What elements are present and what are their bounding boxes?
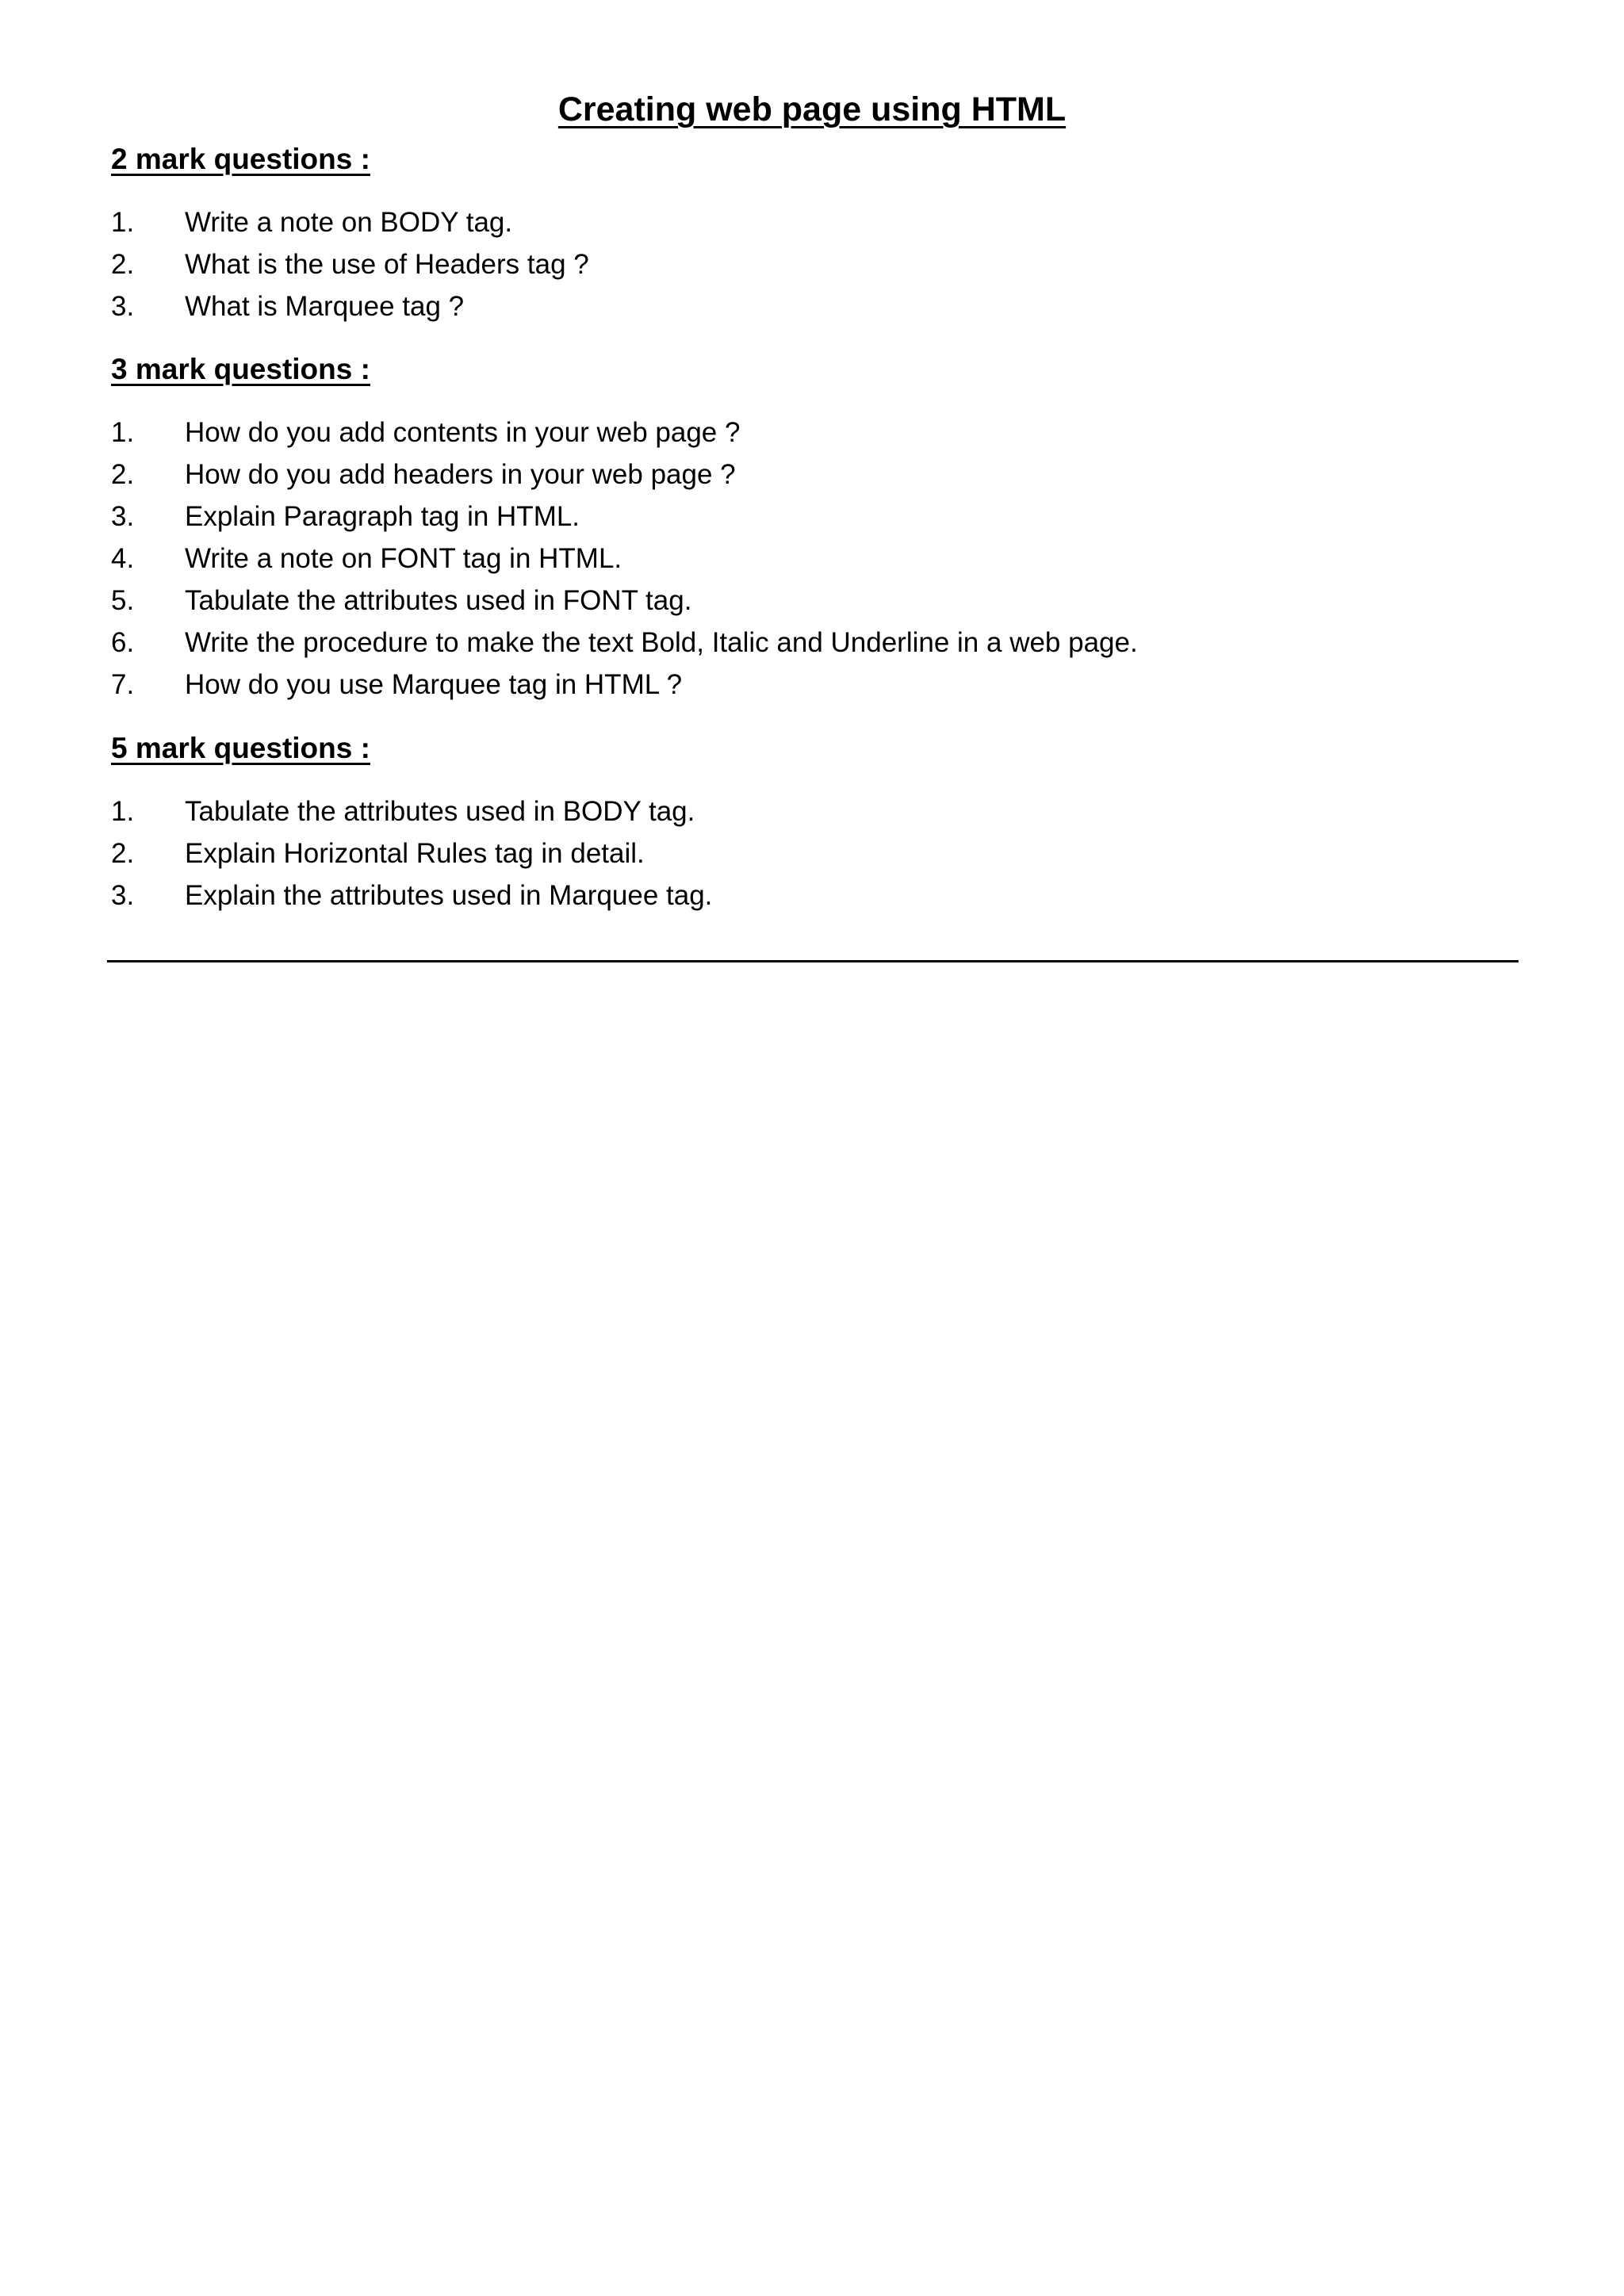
question-item	[111, 496, 1538, 538]
question-item	[111, 622, 1538, 664]
question-number: 3.	[111, 880, 135, 911]
question-number: 4.	[111, 543, 135, 574]
question-number: 6.	[111, 627, 135, 658]
horizontal-rule	[107, 960, 1519, 962]
question-number: 2.	[111, 459, 135, 490]
question-number: 2.	[111, 249, 135, 280]
question-text: Explain the attributes used in Marquee tag.	[185, 880, 713, 911]
question-number: 1.	[111, 796, 135, 827]
section-heading: 2 mark questions :	[111, 143, 370, 175]
question-text: What is the use of Headers tag ?	[185, 249, 589, 280]
question-item	[111, 664, 1538, 706]
question-item	[111, 201, 1538, 243]
question-number: 3.	[111, 291, 135, 322]
question-number: 3.	[111, 501, 135, 532]
question-number: 5.	[111, 585, 135, 616]
page-title: Creating web page using HTML	[557, 90, 1067, 128]
question-item	[111, 790, 1538, 832]
question-text: Write a note on BODY tag.	[185, 207, 513, 238]
question-item	[111, 285, 1538, 327]
question-item	[111, 832, 1538, 874]
question-item	[111, 243, 1538, 285]
question-text: Tabulate the attributes used in BODY tag.	[185, 796, 695, 827]
section-heading: 5 mark questions :	[111, 732, 370, 764]
question-text: Explain Horizontal Rules tag in detail.	[185, 838, 645, 869]
question-list	[111, 790, 1538, 916]
question-list	[111, 201, 1538, 327]
question-item	[111, 453, 1538, 496]
question-list	[111, 411, 1538, 706]
question-item	[111, 538, 1538, 580]
question-item	[111, 411, 1538, 453]
question-number: 1.	[111, 207, 135, 238]
section-2-mark	[111, 140, 1538, 327]
question-text: Write a note on FONT tag in HTML.	[185, 543, 622, 574]
question-number: 1.	[111, 417, 135, 448]
question-text: Tabulate the attributes used in FONT tag.	[185, 585, 692, 616]
question-text: How do you add contents in your web page ?	[185, 417, 741, 448]
question-text: Explain Paragraph tag in HTML.	[185, 501, 580, 532]
question-text: How do you add headers in your web page ?	[185, 459, 736, 490]
question-number: 7.	[111, 669, 135, 700]
question-text: How do you use Marquee tag in HTML ?	[185, 669, 683, 700]
question-text: What is Marquee tag ?	[185, 291, 465, 322]
question-item	[111, 874, 1538, 916]
question-text: Write the procedure to make the text Bold, Italic and Underline in a web page.	[185, 627, 1138, 658]
question-item	[111, 580, 1538, 622]
section-3-mark	[111, 350, 1538, 706]
section-5-mark	[111, 729, 1538, 916]
question-number: 2.	[111, 838, 135, 869]
section-heading: 3 mark questions :	[111, 353, 370, 385]
